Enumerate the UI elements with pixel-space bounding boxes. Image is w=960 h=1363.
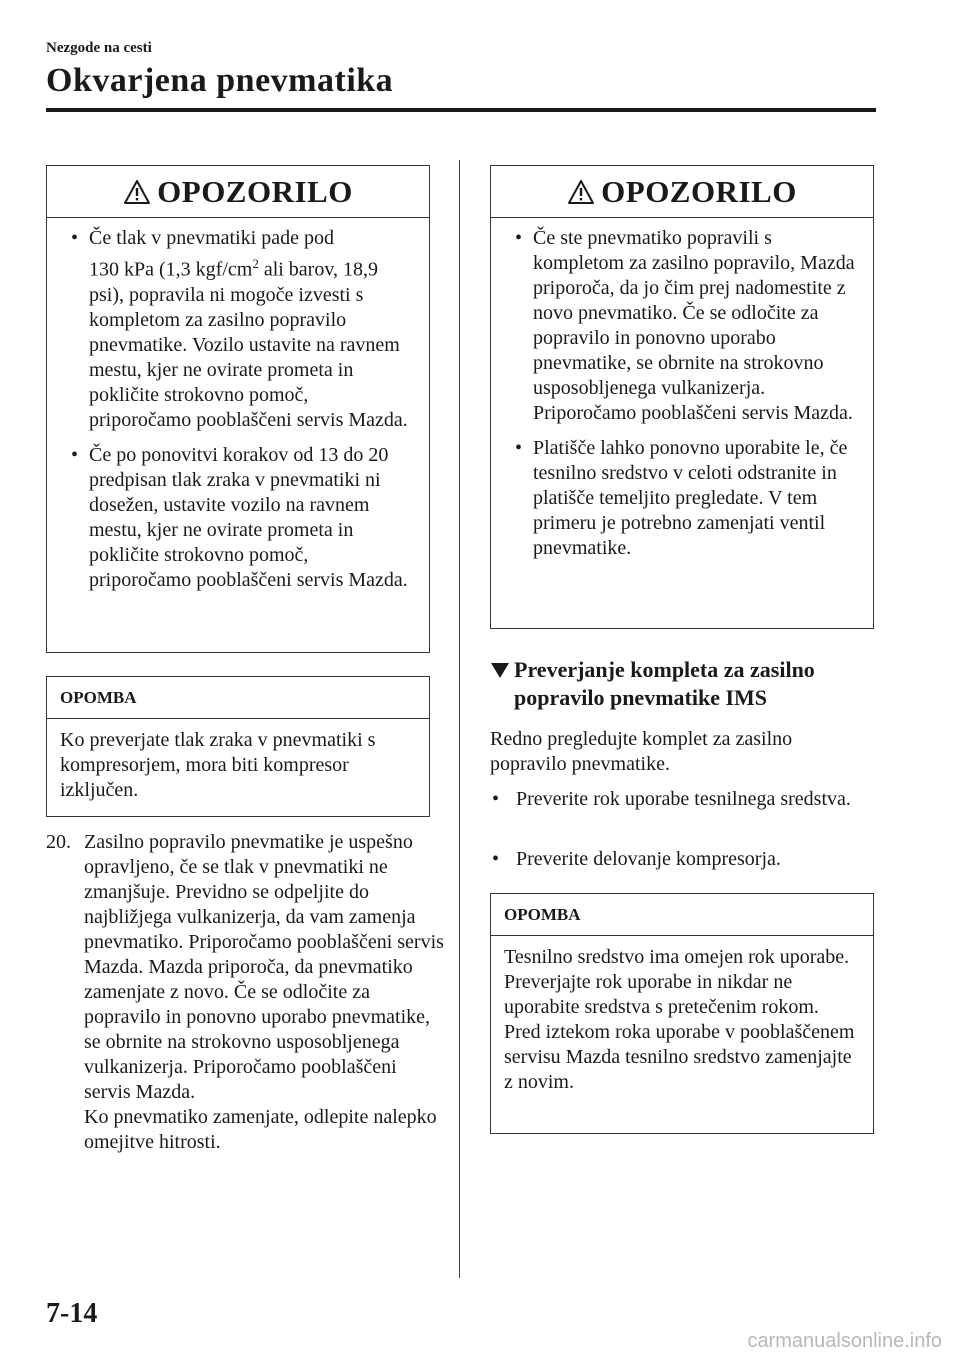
warning-triangle-icon bbox=[123, 179, 151, 205]
note-box-left bbox=[46, 676, 430, 817]
bullet-dot: • bbox=[71, 443, 79, 466]
bullet-dot: • bbox=[515, 227, 523, 249]
section-heading-text: Preverjanje kompleta za zasilno popravilo pnevmatike IMS bbox=[514, 657, 815, 710]
bullet-dot: • bbox=[515, 437, 523, 459]
watermark: carmanualsonline.info bbox=[747, 1330, 942, 1352]
list-item bbox=[490, 787, 870, 812]
section-intro: Redno pregledujte komplet za zasilno popravilo pnevmatike. bbox=[490, 728, 793, 775]
step-text: Zasilno popravilo pnevmatike je uspešno opravljeno, če se tlak v pnevmatiki ne zmanjšuje. Previdno se odpeljite do najbližjega vulkanizerja, da vam zamenja pnevmatiko. Priporočamo pooblaščeni servis Mazda. Mazda priporoča, da pnevmatiko zamenjate z novo. Če se odločite za popravilo in ponovno uporabo pnevmatike, se obrnite na strokovno usposobljenega vulkanizerja. Priporočamo pooblaščeni servis Mazda. bbox=[84, 831, 444, 1103]
down-triangle-icon bbox=[490, 662, 510, 679]
note-title: OPOMBA bbox=[491, 894, 873, 936]
title-rule bbox=[46, 108, 876, 112]
bullet-text: Če po ponovitvi korakov od 13 do 20 predpisan tlak zraka v pnevmatiki ni dosežen, ustavite vozilo na ravnem mestu, kjer ne ovirate prometa in pokličite strokovno pomoč, priporočamo pooblaščeni servis Mazda. bbox=[89, 443, 408, 591]
bullet-text: 18,9 psi), popravila ni mogoče izvesti s kompletom za zasilno popravilo pnevmatike. Vozilo ustavite na ravnem mestu, kjer ne ovirate prometa in pokličite strokovno pomoč, priporočamo pooblaščeni servis Mazda. bbox=[89, 258, 408, 431]
bullet-dot: • bbox=[492, 848, 500, 870]
list-item-text: Preverite rok uporabe tesnilnega sredstva. bbox=[516, 788, 851, 810]
section-label: Nezgode na cesti bbox=[46, 40, 152, 56]
list-item-text: Preverite delovanje kompresorja. bbox=[516, 848, 781, 870]
warning-header bbox=[47, 166, 429, 218]
note-text: Ko preverjate tlak zraka v pnevmatiki s kompresorjem, mora biti kompresor izključen. bbox=[60, 729, 376, 801]
warning-bullet bbox=[71, 226, 415, 433]
section-heading bbox=[490, 656, 870, 712]
bullet-text: Platišče lahko ponovno uporabite le, če tesnilno sredstvo v celoti odstranite in platišče temeljito pregledate. V tem primeru je potrebno zamenjati ventil pnevmatike. bbox=[533, 437, 848, 559]
warning-triangle-icon bbox=[567, 179, 595, 205]
page-number: 7-14 bbox=[46, 1298, 98, 1329]
step-number: 20. bbox=[46, 831, 71, 853]
list-item bbox=[490, 847, 870, 872]
bullet-dot: • bbox=[71, 227, 79, 249]
warning-box-left bbox=[46, 165, 430, 653]
bullet-text: Če ste pnevmatiko popravili s kompletom za zasilno popravilo, Mazda priporoča, da jo čim prej nadomestite z novo pnevmatiko. Če se odločite za popravilo in ponovno uporabo pnevmatike, se obrnite na strokovno usposobljenega vulkanizerja. Priporočamo pooblaščeni servis Mazda. bbox=[533, 227, 855, 424]
superscript: 2 bbox=[252, 256, 259, 271]
warning-header bbox=[491, 166, 873, 218]
bullet-text: 130 kPa (1,3 kgf/cm bbox=[89, 258, 253, 281]
note-title: OPOMBA bbox=[47, 677, 429, 719]
warning-title: OPOZORILO bbox=[601, 173, 797, 209]
warning-bullet bbox=[71, 443, 415, 593]
bullet-text: Če tlak v pnevmatiki pade pod bbox=[89, 227, 334, 249]
page-title: Okvarjena pnevmatika bbox=[46, 62, 394, 99]
warning-box-right bbox=[490, 165, 874, 629]
note-box-right bbox=[490, 893, 874, 1134]
note-text: Tesnilno sredstvo ima omejen rok uporabe. Preverjajte rok uporabe in nikdar ne uporabite sredstva s pretečenim rokom. Pred iztekom roka uporabe v pooblaščenem servisu Mazda tesnilno sredstvo zamenjajte z novim. bbox=[504, 946, 855, 1093]
warning-bullet bbox=[515, 436, 859, 561]
bullet-dot: • bbox=[492, 788, 500, 810]
step-text-2: Ko pnevmatiko zamenjate, odlepite nalepko omejitve hitrosti. bbox=[84, 1106, 437, 1153]
warning-bullet bbox=[515, 226, 859, 426]
bullet-text: ali barov, bbox=[258, 258, 339, 281]
column-divider bbox=[459, 160, 460, 1278]
warning-title: OPOZORILO bbox=[157, 173, 353, 209]
step-20 bbox=[46, 830, 446, 1155]
